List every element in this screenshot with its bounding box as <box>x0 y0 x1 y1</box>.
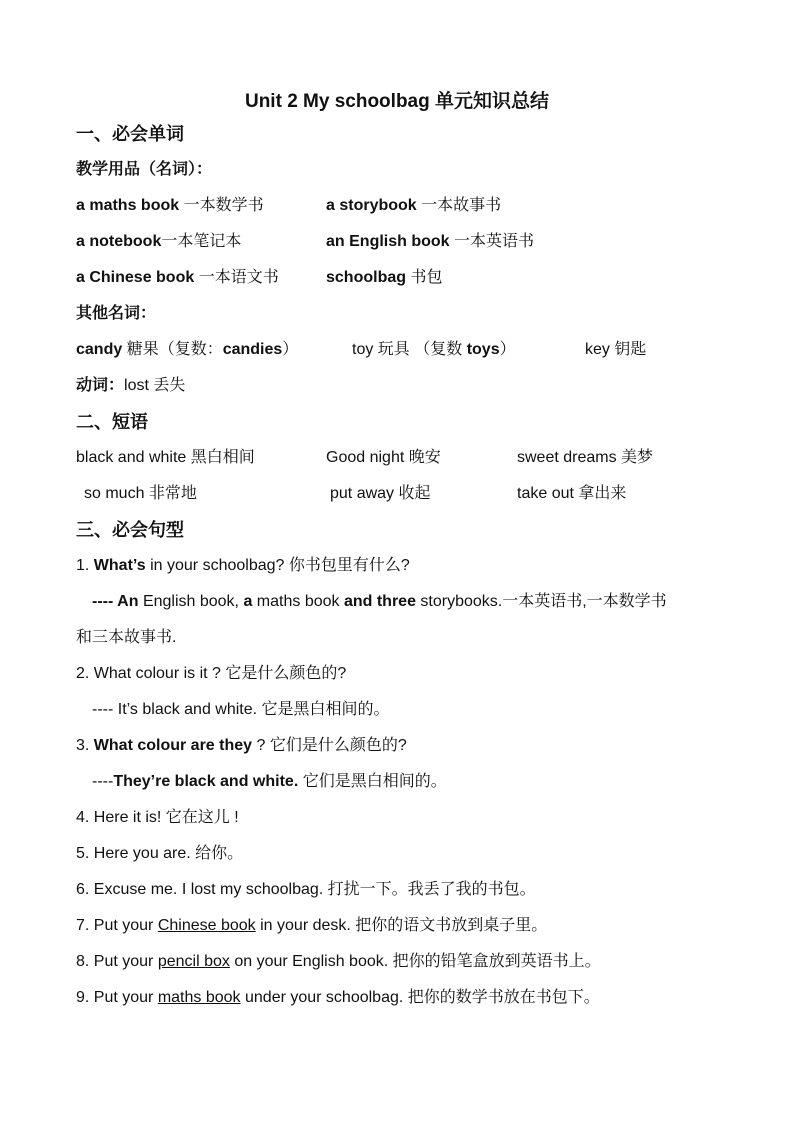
phrase-item: take out 拿出来 <box>517 485 627 502</box>
section-heading-words: 一、必会单词 <box>76 124 184 144</box>
vocab-item: a notebook一本笔记本 <box>76 233 242 250</box>
sentence-7: 7. Put your Chinese book in your desk. 把你的语文书放到桌子里。 <box>76 917 548 934</box>
sentence-3-answer: ----They’re black and white. 它们是黑白相间的。 <box>92 773 447 790</box>
vocab-item-key: key 钥匙 <box>585 341 647 358</box>
vocab-item-toy: toy 玩具 （复数 toys） <box>352 341 516 358</box>
sentence-9: 9. Put your maths book under your schoolbag. 把你的数学书放在书包下。 <box>76 989 600 1006</box>
phrase-item: put away 收起 <box>330 485 431 502</box>
sentence-8: 8. Put your pencil box on your English book. 把你的铅笔盒放到英语书上。 <box>76 953 601 970</box>
sentence-1: 1. What’s in your schoolbag? 你书包里有什么? <box>76 557 410 574</box>
section-heading-sentences: 三、必会句型 <box>76 520 184 540</box>
vocab-item: an English book 一本英语书 <box>326 233 535 250</box>
vocab-item: a storybook 一本故事书 <box>326 197 502 214</box>
sentence-2-answer: ---- It’s black and white. 它是黑白相间的。 <box>92 701 390 718</box>
sentence-1-answer-cont: 和三本故事书. <box>76 629 177 646</box>
phrase-item: black and white 黑白相间 <box>76 449 255 466</box>
vocab-item: a Chinese book 一本语文书 <box>76 269 279 286</box>
sentence-4: 4. Here it is! 它在这儿 ! <box>76 809 239 826</box>
phrase-item: Good night 晚安 <box>326 449 441 466</box>
phrase-item: so much 非常地 <box>84 485 197 502</box>
vocab-item: schoolbag 书包 <box>326 269 443 286</box>
vocab-item-candy: candy 糖果（复数：candies） <box>76 341 299 358</box>
sentence-3: 3. What colour are they ? 它们是什么颜色的? <box>76 737 407 754</box>
subheading-other-nouns: 其他名词： <box>76 305 157 322</box>
subheading-nouns: 教学用品（名词）： <box>76 161 213 178</box>
vocab-verb: 动词：lost 丢失 <box>76 377 186 394</box>
phrase-item: sweet dreams 美梦 <box>517 449 654 466</box>
page-title: Unit 2 My schoolbag 单元知识总结 <box>244 91 550 112</box>
sentence-5: 5. Here you are. 给你。 <box>76 845 244 862</box>
section-heading-phrases: 二、短语 <box>76 412 148 432</box>
vocab-item: a maths book 一本数学书 <box>76 197 264 214</box>
sentence-2: 2. What colour is it ? 它是什么颜色的? <box>76 665 347 682</box>
sentence-1-answer: ---- An English book, a maths book and three storybooks.一本英语书,一本数学书 <box>92 593 667 610</box>
sentence-6: 6. Excuse me. I lost my schoolbag. 打扰一下。我丢了我的书包。 <box>76 881 536 898</box>
